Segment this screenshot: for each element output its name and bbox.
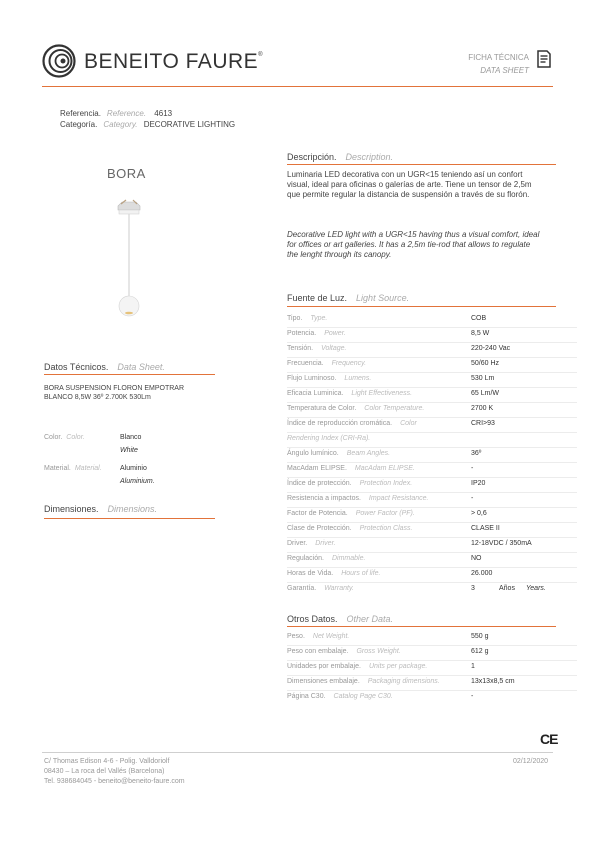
description-text-es: Luminaria LED decorativa con un UGR<15 teniendo así un confort visual, ideal para oficinas o galerías de arte. Tiene un tensor de 2,5m que permite regular la distancia de suspensión a través de su florón. [287, 170, 532, 199]
light-source-divider [287, 306, 556, 307]
table-row: Rendering Index (CRI-Ra). [287, 432, 577, 448]
table-row: MacAdam ELIPSE. MacAdam ELIPSE. - [287, 462, 577, 478]
product-image [108, 196, 150, 322]
table-row: Índice de reproducción cromática. Color CRI>93 [287, 417, 577, 433]
technical-data-title: Datos Técnicos. Data Sheet. [44, 362, 165, 372]
material-value-es: Aluminio [120, 465, 147, 472]
other-data-divider [287, 626, 556, 627]
table-row: Resistencia a impactos. Impact Resistance. - [287, 492, 577, 508]
table-row: Factor de Potencia. Power Factor (PF). > 0,6 [287, 507, 577, 523]
description-divider [287, 164, 556, 165]
dimensions-divider [44, 518, 215, 519]
footer-date: 02/12/2020 [513, 758, 549, 765]
table-row: Clase de Protección. Protection Class. CLASE II [287, 522, 577, 538]
technical-description: BORA SUSPENSION FLORON EMPOTRAR BLANCO 8,5W 36º 2.700K 530Lm [44, 385, 185, 401]
light-source-title: Fuente de Luz. Light Source. [287, 293, 410, 303]
table-row: Peso con embalaje. Gross Weight. 612 g [287, 645, 577, 661]
description-text-en: Decorative LED light with a UGR<15 having thus a visual comfort, ideal for offices or art galleries. It has a 2,5m tie-rod that allows to regulate the lenght through its canopy. [287, 230, 540, 259]
table-row: Tipo. Type. COB [287, 312, 577, 328]
table-row: Horas de Vida. Hours of life. 26.000 [287, 567, 577, 583]
table-row: Página C30. Catalog Page C30. - [287, 693, 474, 700]
category-row: Categoría. Category. DECORATIVE LIGHTING [60, 120, 236, 129]
color-value-es: Blanco [120, 434, 142, 441]
brand-logo-icon [42, 44, 76, 78]
footer-divider [42, 752, 553, 753]
table-row: Driver. Driver. 12-18VDC / 350mA [287, 537, 577, 553]
table-row: Unidades por embalaje. Units per package. 1 [287, 660, 577, 676]
color-value-en: White [120, 447, 138, 454]
table-row: Dimensiones embalaje. Packaging dimensions. 13x13x8,5 cm [287, 675, 577, 691]
reference-row: Referencia. Reference. 4613 [60, 109, 173, 118]
ficha-tecnica-label: FICHA TÉCNICA DATA SHEET [468, 53, 529, 75]
ce-mark: CE [540, 731, 558, 747]
table-row: Eficacia Luminica. Light Effectiveness. 65 Lm/W [287, 387, 577, 403]
color-label: Color. Color. [44, 434, 85, 441]
table-row: Regulación. Dimmable. NO [287, 552, 577, 568]
material-value-en: Aluminium. [120, 478, 155, 485]
table-row: Garantía. Warranty. 3 Años Years. [287, 585, 546, 592]
dimensions-title: Dimensiones. Dimensions. [44, 504, 158, 514]
footer-address: C/ Thomas Edison 4-6 - Polig. Valldoriolf 08430 – La roca del Vallés (Barcelona) Tel. 938684045 - beneito@beneito-faure.com [44, 758, 185, 785]
product-name: BORA [107, 166, 146, 181]
brand-name: BENEITO FAURE® [84, 50, 264, 73]
other-data-title: Otros Datos. Other Data. [287, 614, 394, 624]
table-row: Potencia. Power. 8,5 W [287, 327, 577, 343]
table-row: Frecuencia. Frequency. 50/60 Hz [287, 357, 577, 373]
table-row: Índice de protección. Protection Index. IP20 [287, 477, 577, 493]
table-row: Tensión. Voltage. 220-240 Vac [287, 342, 577, 358]
document-icon [537, 50, 551, 68]
table-row: Flujo Luminoso. Lumens. 530 Lm [287, 372, 577, 388]
material-label: Material. Material. [44, 465, 102, 472]
table-row: Temperatura de Color. Color Temperature. 2700 K [287, 402, 577, 418]
table-row: Ángulo lumínico. Beam Angles. 36º [287, 447, 577, 463]
table-row: Peso. Net Weight. 550 g [287, 630, 577, 646]
header-divider [42, 86, 553, 87]
description-title: Descripción. Description. [287, 152, 394, 162]
technical-data-divider [44, 374, 215, 375]
